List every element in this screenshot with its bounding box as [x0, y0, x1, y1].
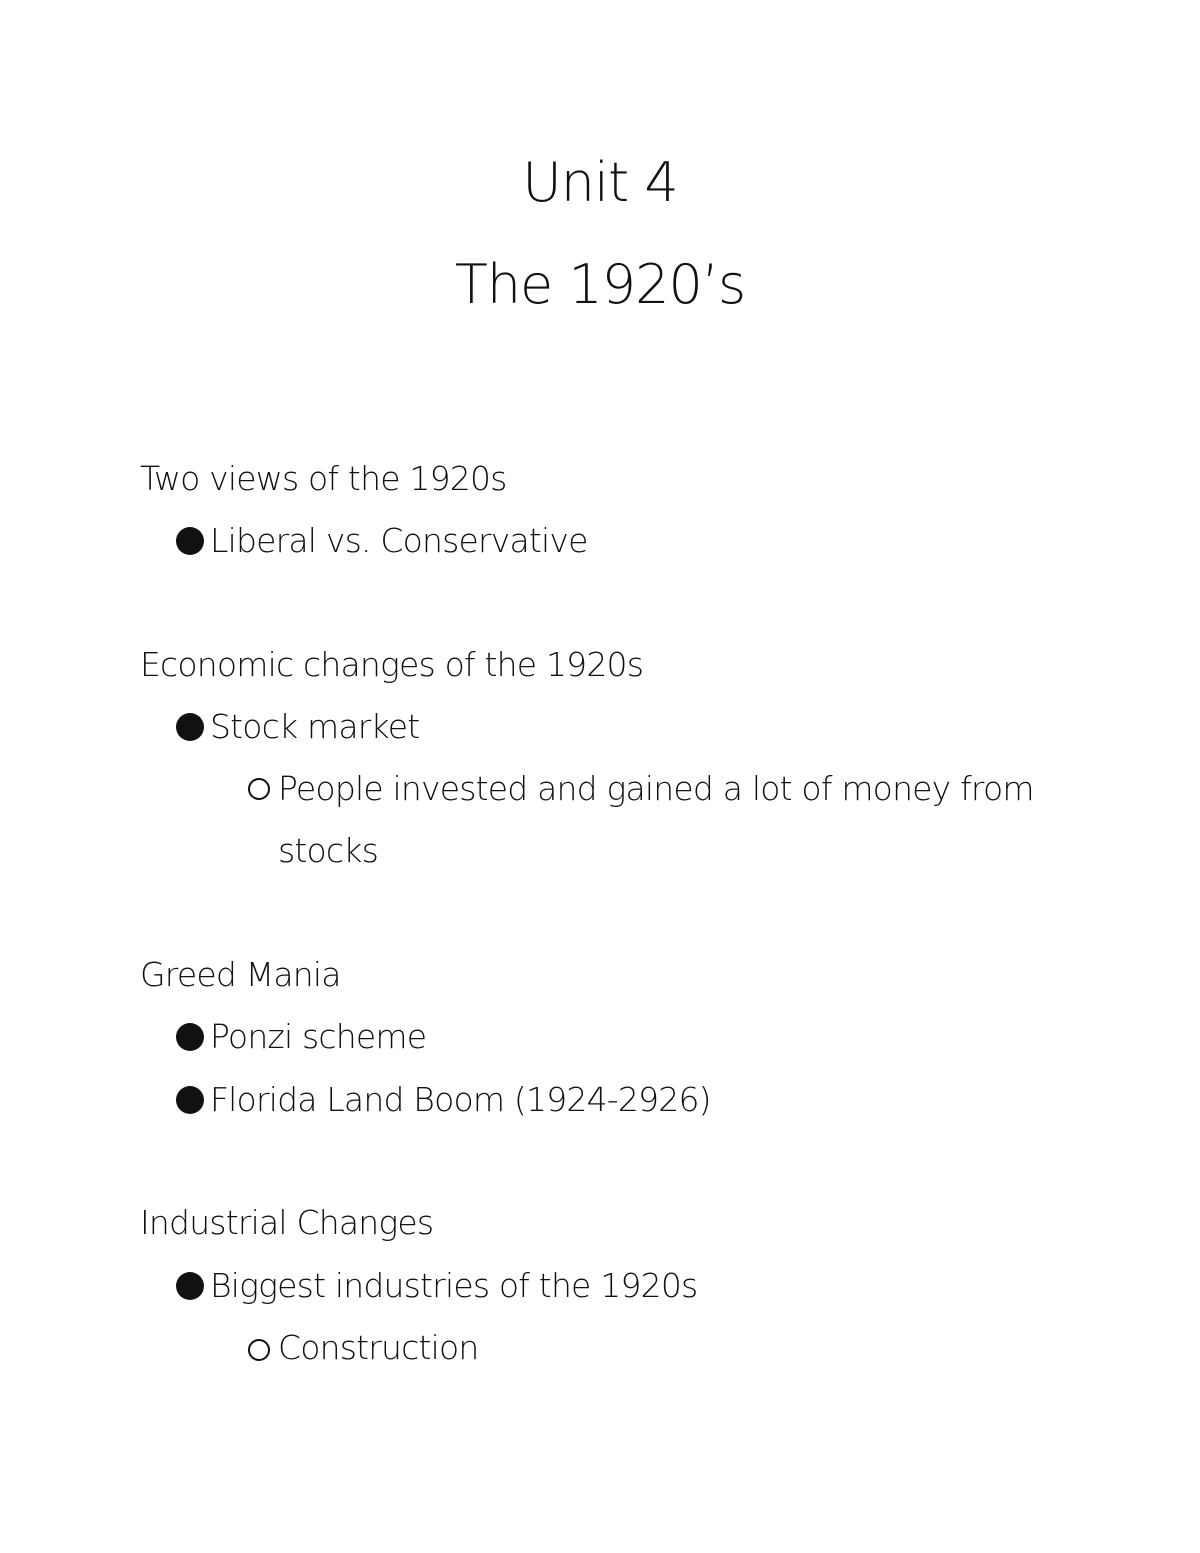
section-heading-greed-mania: Greed Mania [140, 955, 341, 994]
sub-list-item [248, 1328, 479, 1367]
list-item [176, 1266, 698, 1305]
title-topic: The 1920’s [454, 253, 746, 316]
list-item-text: Florida Land Boom (1924-2926) [210, 1080, 711, 1119]
filled-bullet-icon [176, 713, 204, 741]
hollow-bullet-icon [248, 778, 270, 800]
list-item [176, 707, 420, 746]
filled-bullet-icon [176, 1023, 204, 1051]
list-item [176, 1080, 711, 1119]
section-heading-two-views: Two views of the 1920s [140, 459, 507, 498]
list-item-text: Biggest industries of the 1920s [210, 1266, 698, 1305]
list-item-text: Liberal vs. Conservative [210, 521, 588, 560]
list-item [176, 521, 588, 560]
filled-bullet-icon [176, 527, 204, 555]
list-item-text: Ponzi scheme [210, 1017, 427, 1056]
list-item [176, 1017, 427, 1056]
section-heading-industrial-changes: Industrial Changes [140, 1203, 434, 1242]
list-item-text: Stock market [210, 707, 420, 746]
sub-list-item-text: Construction [278, 1328, 479, 1367]
hollow-bullet-icon [248, 1339, 270, 1361]
sub-list-item [248, 758, 1058, 882]
section-heading-economic-changes: Economic changes of the 1920s [140, 645, 644, 684]
title-unit: Unit 4 [522, 151, 678, 214]
filled-bullet-icon [176, 1086, 204, 1114]
sub-list-item-text: People invested and gained a lot of money from stocks [278, 769, 1034, 870]
filled-bullet-icon [176, 1272, 204, 1300]
